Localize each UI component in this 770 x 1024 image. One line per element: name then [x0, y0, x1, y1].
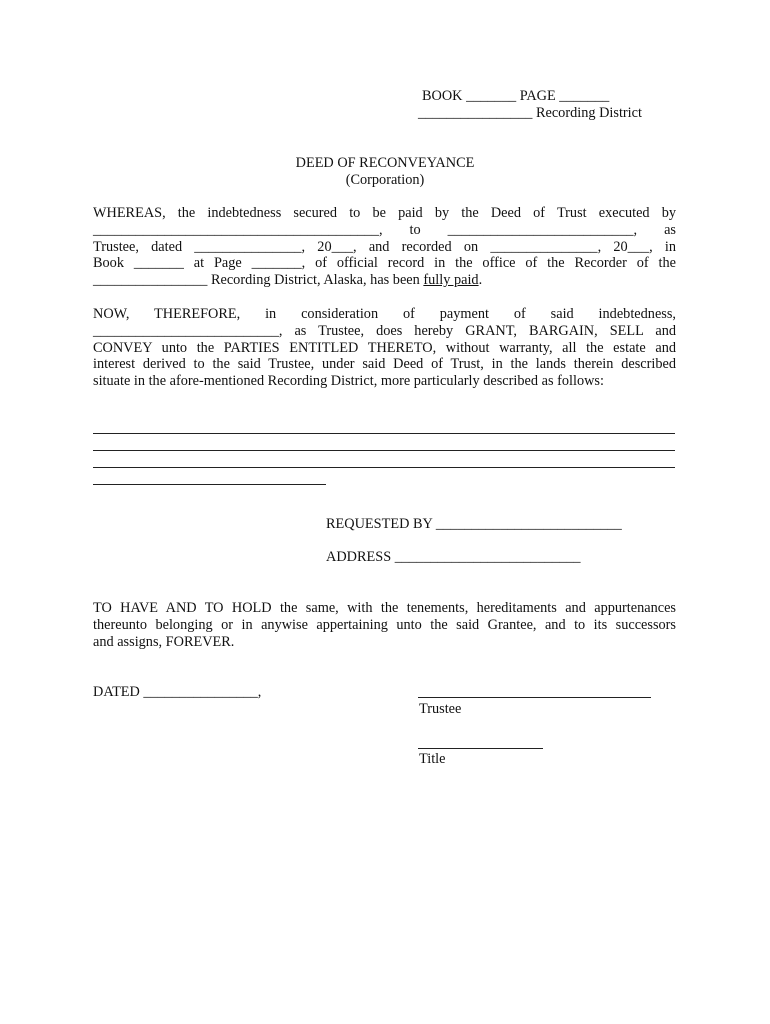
trustee-signature-line	[418, 697, 651, 698]
whereas-line-4: Book _______ at Page _______, of official record in the office of the Recorder of the	[93, 255, 676, 272]
habendum-paragraph	[93, 600, 676, 650]
title-label: Title	[419, 751, 446, 767]
whereas-line-5	[93, 272, 676, 289]
requested-by-line: REQUESTED BY __________________________	[326, 516, 622, 532]
dated-line: DATED ________________,	[93, 684, 262, 700]
trustee-label: Trustee	[419, 701, 462, 717]
document-title: DEED OF RECONVEYANCE	[295, 155, 475, 171]
whereas-line-5-prefix: ________________ Recording District, Alaska, has been	[93, 272, 424, 289]
habendum-line-3: and assigns, FOREVER.	[93, 633, 235, 650]
book-page-line: BOOK _______ PAGE _______	[422, 88, 610, 104]
now-therefore-line-2: __________________________, as Trustee, does hereby GRANT, BARGAIN, SELL and	[93, 322, 676, 339]
description-blank-line-4	[93, 484, 326, 485]
description-blank-line-1	[93, 433, 675, 434]
recording-district-line: ________________ Recording District	[418, 105, 642, 121]
whereas-line-5-suffix: .	[478, 272, 483, 289]
whereas-line-2: ________________________________________, to __________________________, as	[93, 221, 676, 238]
habendum-line-1: TO HAVE AND TO HOLD the same, with the tenements, hereditaments and appurtenances	[93, 600, 676, 616]
whereas-line-3: Trustee, dated _______________, 20___, and recorded on _______________, 20___, in	[93, 238, 676, 255]
now-therefore-line-5: situate in the afore-mentioned Recording District, more particularly described as follows:	[93, 373, 604, 390]
document-subtitle: (Corporation)	[345, 172, 425, 188]
now-therefore-paragraph	[93, 306, 676, 390]
whereas-line-1: WHEREAS, the indebtedness secured to be paid by the Deed of Trust executed by	[93, 205, 676, 221]
now-therefore-line-3: CONVEY unto the PARTIES ENTITLED THERETO, without warranty, all the estate and	[93, 339, 676, 356]
title-signature-line	[418, 748, 543, 749]
whereas-paragraph	[93, 205, 676, 289]
fully-paid-text: fully paid	[423, 272, 479, 289]
now-therefore-line-4: interest derived to the said Trustee, under said Deed of Trust, in the lands therein described	[93, 356, 676, 373]
now-therefore-line-1: NOW, THEREFORE, in consideration of payment of said indebtedness,	[93, 306, 676, 322]
habendum-line-2: thereunto belonging or in anywise appertaining unto the said Grantee, and to its successors	[93, 616, 676, 633]
description-blank-line-3	[93, 467, 675, 468]
address-line: ADDRESS __________________________	[326, 549, 581, 565]
description-blank-line-2	[93, 450, 675, 451]
